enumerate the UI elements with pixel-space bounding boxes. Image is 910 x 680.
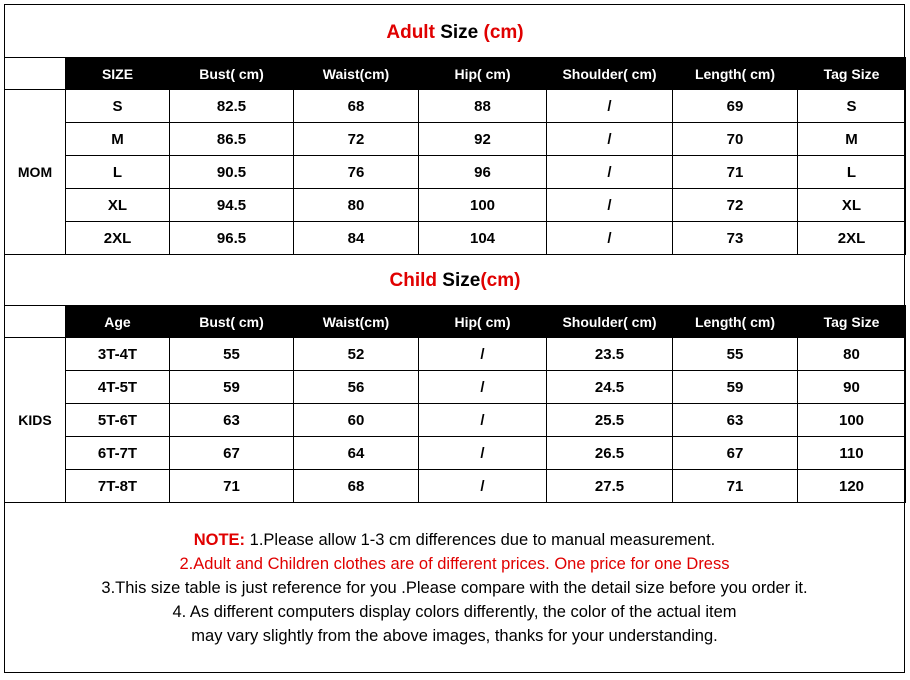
table-cell: 120: [798, 470, 906, 503]
table-cell: /: [419, 470, 547, 503]
table-cell: 27.5: [547, 470, 673, 503]
note-line-2: 2.Adult and Children clothes are of different prices. One price for one Dress: [179, 555, 730, 573]
table-cell: 68: [294, 470, 419, 503]
header-cell: Waist(cm): [294, 306, 419, 338]
table-cell: 96: [419, 156, 547, 189]
table-cell: 92: [419, 123, 547, 156]
table-row: [5, 189, 906, 222]
note-line-3: 3.This size table is just reference for you .Please compare with the detail size before you order it.: [101, 579, 808, 597]
table-cell: S: [66, 90, 170, 123]
table-cell: 60: [294, 404, 419, 437]
table-cell: 88: [419, 90, 547, 123]
table-cell: /: [419, 404, 547, 437]
table-cell: 90.5: [170, 156, 294, 189]
table-cell: /: [419, 338, 547, 371]
table-cell: 73: [673, 222, 798, 255]
table-cell: 100: [419, 189, 547, 222]
header-cell: Tag Size: [798, 306, 906, 338]
adult-title-word: Adult: [386, 22, 435, 43]
table-cell: 84: [294, 222, 419, 255]
table-cell: 96.5: [170, 222, 294, 255]
table-cell: /: [547, 222, 673, 255]
table-cell: 104: [419, 222, 547, 255]
header-cell: Age: [66, 306, 170, 338]
table-row: [5, 123, 906, 156]
table-cell: 71: [673, 156, 798, 189]
table-cell: 64: [294, 437, 419, 470]
table-cell: 52: [294, 338, 419, 371]
table-cell: 26.5: [547, 437, 673, 470]
table-cell: 80: [798, 338, 906, 371]
table-row: [5, 90, 906, 123]
table-cell: 80: [294, 189, 419, 222]
table-cell: 110: [798, 437, 906, 470]
table-cell: 69: [673, 90, 798, 123]
adult-title-size: Size: [434, 22, 484, 43]
header-cell: Hip( cm): [419, 58, 547, 90]
table-row: [5, 437, 906, 470]
table-row: [5, 338, 906, 371]
adult-title-unit: (cm): [483, 22, 524, 43]
table-row: [5, 404, 906, 437]
note-line-1: [4, 528, 905, 552]
table-header-row: [5, 306, 906, 338]
table-cell: /: [419, 437, 547, 470]
note-label: NOTE:: [193, 531, 246, 549]
table-cell: /: [547, 90, 673, 123]
table-cell: 63: [673, 404, 798, 437]
table-cell: 90: [798, 371, 906, 404]
header-cell: Bust( cm): [170, 58, 294, 90]
table-cell: 94.5: [170, 189, 294, 222]
child-title-size: Size: [437, 270, 481, 291]
table-cell: 59: [673, 371, 798, 404]
table-cell: 2XL: [66, 222, 170, 255]
header-cell: Shoulder( cm): [547, 306, 673, 338]
table-cell: 72: [673, 189, 798, 222]
table-cell: 67: [673, 437, 798, 470]
group-label-kids: KIDS: [5, 338, 66, 503]
table-cell: 71: [170, 470, 294, 503]
table-cell: 3T-4T: [66, 338, 170, 371]
table-row: [5, 156, 906, 189]
table-cell: 55: [673, 338, 798, 371]
table-cell: L: [66, 156, 170, 189]
table-cell: 100: [798, 404, 906, 437]
note-text-1: 1.Please allow 1-3 cm differences due to manual measurement.: [245, 531, 716, 549]
table-cell: L: [798, 156, 906, 189]
table-cell: 5T-6T: [66, 404, 170, 437]
table-cell: 24.5: [547, 371, 673, 404]
table-header-row: [5, 58, 906, 90]
table-cell: 72: [294, 123, 419, 156]
table-cell: 2XL: [798, 222, 906, 255]
table-cell: 25.5: [547, 404, 673, 437]
table-cell: /: [419, 371, 547, 404]
table-cell: 56: [294, 371, 419, 404]
child-title-word: Child: [389, 270, 438, 291]
table-cell: /: [547, 189, 673, 222]
header-blank-cell: [5, 306, 66, 338]
table-row: [5, 371, 906, 404]
table-cell: 23.5: [547, 338, 673, 371]
table-row: [5, 222, 906, 255]
header-cell: SIZE: [66, 58, 170, 90]
header-cell: Tag Size: [798, 58, 906, 90]
child-size-table: [4, 305, 906, 503]
header-cell: Bust( cm): [170, 306, 294, 338]
group-label-mom: MOM: [5, 90, 66, 255]
table-cell: 4T-5T: [66, 371, 170, 404]
header-cell: Length( cm): [673, 58, 798, 90]
table-row: [5, 470, 906, 503]
adult-size-title: [0, 22, 910, 44]
table-cell: XL: [798, 189, 906, 222]
table-cell: 76: [294, 156, 419, 189]
table-cell: 59: [170, 371, 294, 404]
child-size-title: [0, 270, 910, 292]
table-cell: 7T-8T: [66, 470, 170, 503]
table-cell: M: [798, 123, 906, 156]
table-cell: 67: [170, 437, 294, 470]
table-cell: /: [547, 123, 673, 156]
note-line-4: 4. As different computers display colors differently, the color of the actual item: [172, 603, 737, 621]
table-cell: 63: [170, 404, 294, 437]
table-cell: 82.5: [170, 90, 294, 123]
table-cell: /: [547, 156, 673, 189]
note-line-5: may vary slightly from the above images, thanks for your understanding.: [191, 627, 718, 645]
child-title-unit: (cm): [480, 270, 521, 291]
header-blank-cell: [5, 58, 66, 90]
table-cell: 86.5: [170, 123, 294, 156]
table-cell: M: [66, 123, 170, 156]
header-cell: Length( cm): [673, 306, 798, 338]
table-cell: 55: [170, 338, 294, 371]
table-cell: 68: [294, 90, 419, 123]
table-cell: S: [798, 90, 906, 123]
adult-size-table: [4, 57, 906, 255]
table-cell: XL: [66, 189, 170, 222]
table-cell: 71: [673, 470, 798, 503]
header-cell: Shoulder( cm): [547, 58, 673, 90]
header-cell: Hip( cm): [419, 306, 547, 338]
table-cell: 6T-7T: [66, 437, 170, 470]
notes-section: [4, 528, 905, 648]
header-cell: Waist(cm): [294, 58, 419, 90]
table-cell: 70: [673, 123, 798, 156]
